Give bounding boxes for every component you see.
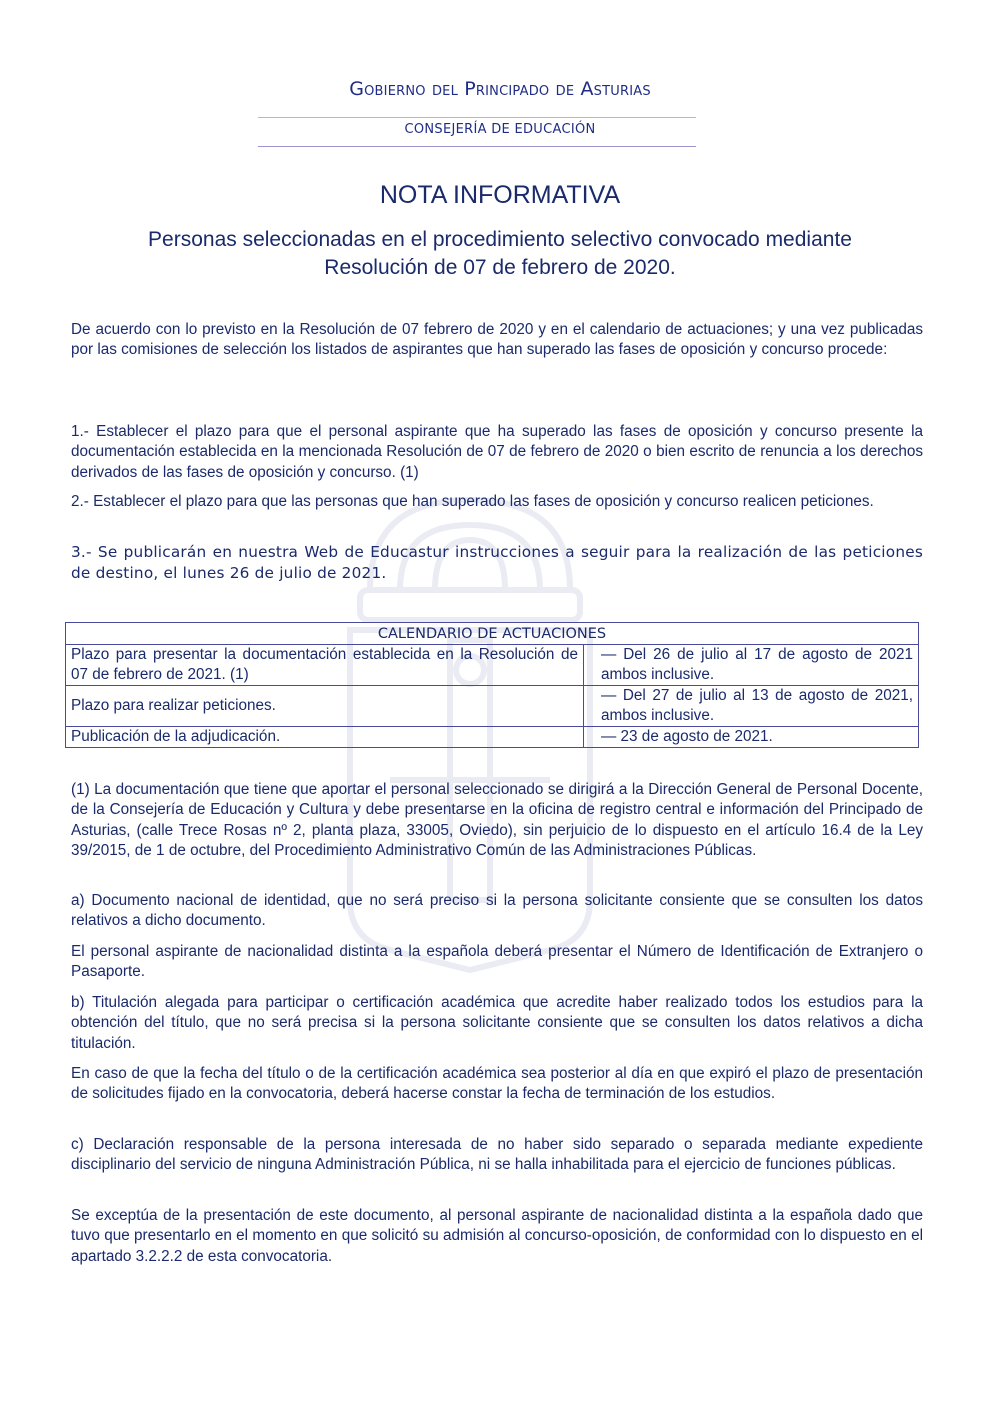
page-title: NOTA INFORMATIVA [379, 181, 621, 209]
calendar-dates: — Del 27 de julio al 13 de agosto de 2021, ambos inclusive. [584, 686, 919, 727]
table-row [66, 686, 919, 727]
intro-paragraph: De acuerdo con lo previsto en la Resolución de 07 febrero de 2020 y en el calendario de actuaciones; y una vez publicadas por las comisiones de selección los listados de aspirantes que han superado las fases de oposición y concurso procede: [71, 321, 923, 359]
header-divider-bottom [258, 146, 696, 147]
note-c: c) Declaración responsable de la persona interesada de no haber sido separado o separada mediante expediente disciplinario del servicio de ninguna Administración Pública, ni se halla inhabilitada para el ejercicio de funciones públicas. [71, 1136, 923, 1174]
calendar-heading: CALENDARIO DE ACTUACIONES [66, 623, 919, 645]
note-b: b) Titulación alegada para participar o certificación académica que acredite haber realizado todos los estudios para la obtención del título, que no será precisa si la persona solicitante consiente que se consulten los datos relativos a dicha titulación. [71, 994, 923, 1052]
organization-name: Gobierno del Principado de Asturias [349, 78, 651, 100]
note-1: (1) La documentación que tiene que aportar el personal seleccionado se dirigirá a la Dirección General de Personal Docente, de la Consejería de Educación y Cultura y debe presentarse en la oficina de registro central e información del Principado de Asturias, (calle Trece Rosas nº 2, planta plaza, 33005, Oviedo), sin perjuicio de lo dispuesto en el artículo 16.4 de la Ley 39/2015, de 1 de octubre, del Procedimiento Administrativo Común de las Administraciones Públicas. [71, 781, 923, 859]
calendar-table [65, 622, 919, 748]
note-b-date: En caso de que la fecha del título o de la certificación académica sea posterior al día en que expiró el plazo de presentación de solicitudes fijado en la convocatoria, deberá hacerse constar la fecha de terminación de los estudios. [71, 1065, 923, 1103]
table-row [66, 727, 919, 748]
calendar-action: Plazo para presentar la documentación establecida en la Resolución de 07 de febrero de 2021. (1) [66, 645, 584, 686]
calendar-header-row [66, 623, 919, 645]
calendar-action: Plazo para realizar peticiones. [66, 686, 584, 727]
note-a-foreign: El personal aspirante de nacionalidad distinta a la española deberá presentar el Número de Identificación de Extranjero o Pasaporte. [71, 943, 923, 981]
point-1: 1.- Establecer el plazo para que el personal aspirante que ha superado las fases de oposición y concurso presente la documentación establecida en la mencionada Resolución de 07 de febrero de 2020 o bien escrito de renuncia a los derechos derivados de las fases de oposición y concurso. (1) [71, 423, 923, 481]
point-3: 3.- Se publicarán en nuestra Web de Educastur instrucciones a seguir para la realización de las peticiones de destino, el lunes 26 de julio de 2021. [71, 543, 923, 582]
note-a: a) Documento nacional de identidad, que no será preciso si la persona solicitante consiente que se consulten los datos relativos a dicho documento. [71, 892, 923, 930]
header-divider-top [258, 117, 696, 118]
page-subtitle: Personas seleccionadas en el procedimiento selectivo convocado mediante Resolución de 07 de febrero de 2020. [148, 228, 852, 279]
calendar-dates: — 23 de agosto de 2021. [584, 727, 919, 748]
calendar-dates: — Del 26 de julio al 17 de agosto de 2021 ambos inclusive. [584, 645, 919, 686]
table-row [66, 645, 919, 686]
department-name: CONSEJERÍA DE EDUCACIÓN [404, 122, 596, 137]
point-2: 2.- Establecer el plazo para que las personas que han superado las fases de oposición y concurso realicen peticiones. [71, 493, 874, 510]
calendar-action: Publicación de la adjudicación. [66, 727, 584, 748]
note-c-exception: Se exceptúa de la presentación de este documento, al personal aspirante de nacionalidad distinta a la española dado que tuvo que presentarlo en el momento en que solicitó su admisión al concurso-oposición, de conformidad con lo dispuesto en el apartado 3.2.2.2 de esta convocatoria. [71, 1207, 923, 1265]
